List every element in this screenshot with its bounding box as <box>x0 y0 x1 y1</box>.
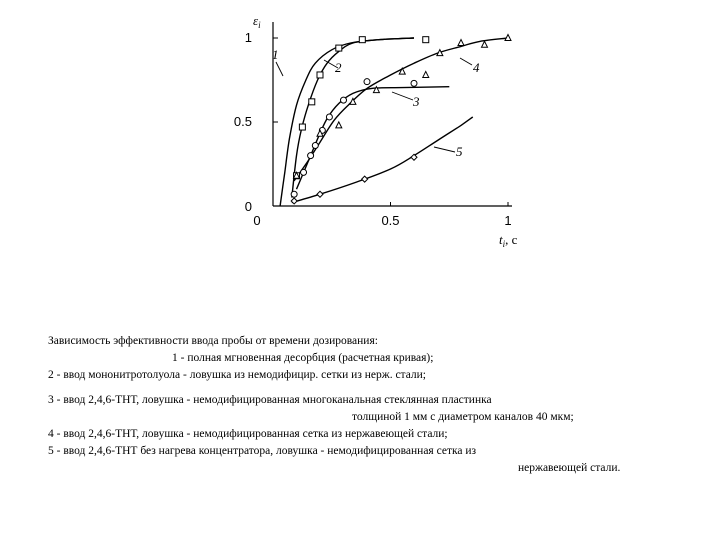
point-4-triangle <box>399 68 405 74</box>
x-tick-label: 1 <box>504 213 512 228</box>
leader-line-1 <box>276 62 283 76</box>
figure-caption <box>48 333 688 477</box>
labels <box>272 47 480 159</box>
point-2-square <box>317 72 323 78</box>
point-4-triangle <box>505 35 511 41</box>
point-5-diamond <box>362 176 368 182</box>
caption-line-3-cont: толщиной 1 мм с диаметром каналов 40 мкм; <box>352 411 574 423</box>
point-3-circle <box>301 169 307 175</box>
point-2-square <box>309 99 315 105</box>
point-3-circle <box>312 143 318 149</box>
point-3-circle <box>411 80 417 86</box>
point-2-square <box>359 37 365 43</box>
x-axis-label-subscript: i <box>502 239 506 249</box>
curve-label-2: 2 <box>335 60 342 75</box>
caption-line-3: 3 - ввод 2,4,6-ТНТ, ловушка - немодифицированная многоканальная стеклянная пластинка <box>48 394 492 406</box>
y-axis-label-subscript: i <box>258 20 261 30</box>
point-4-triangle <box>336 122 342 128</box>
leader-line-3 <box>392 92 413 100</box>
caption-title: Зависимость эффективности ввода пробы от времени дозирования: <box>48 335 378 347</box>
point-3-circle <box>308 153 314 159</box>
caption-line-5: 5 - ввод 2,4,6-ТНТ без нагрева концентратора, ловушка - немодифицированная сетка из <box>48 445 477 457</box>
point-4-triangle <box>458 40 464 46</box>
caption-line-5-cont: нержавеющей стали. <box>518 462 621 474</box>
x-axis-unit: , с <box>505 232 518 247</box>
y-tick-label: 1 <box>244 30 252 45</box>
curve-label-1: 1 <box>272 47 279 62</box>
caption-line-2: 2 - ввод мононитротолуола - ловушка из немодифицир. сетки из нерж. стали; <box>48 369 427 381</box>
curve-2 <box>292 38 414 198</box>
point-2-square <box>423 37 429 43</box>
caption-line-4: 4 - ввод 2,4,6-ТНТ, ловушка - немодифицированная сетка из нержавеющей стали; <box>48 428 448 440</box>
y-tick-label: 0.5 <box>233 114 252 129</box>
point-4-triangle <box>482 41 488 47</box>
curve-label-3: 3 <box>413 94 420 109</box>
point-3-circle <box>291 191 297 197</box>
point-4-triangle <box>423 71 429 77</box>
curve-3 <box>297 87 450 190</box>
curve-label-4: 4 <box>473 60 480 75</box>
leader-line-4 <box>460 58 472 65</box>
x-axis-label: $t_i$, с <box>499 232 518 249</box>
curve-label-5: 5 <box>456 144 463 159</box>
y-axis-label: $\varepsilon_i$ <box>253 13 261 30</box>
caption-line-1: 1 - полная мгновенная десорбция (расчетная кривая); <box>172 352 434 364</box>
x-tick-label: 0.5 <box>381 213 400 228</box>
point-5-diamond <box>317 191 323 197</box>
point-3-circle <box>364 79 370 85</box>
point-2-square <box>336 45 342 51</box>
x-tick-label: 0 <box>253 213 261 228</box>
y-tick-label: 0 <box>244 199 252 214</box>
point-5-diamond <box>411 154 417 160</box>
point-3-circle <box>326 114 332 120</box>
point-3-circle <box>341 97 347 103</box>
point-2-square <box>299 124 305 130</box>
leader-line-5 <box>434 147 455 152</box>
